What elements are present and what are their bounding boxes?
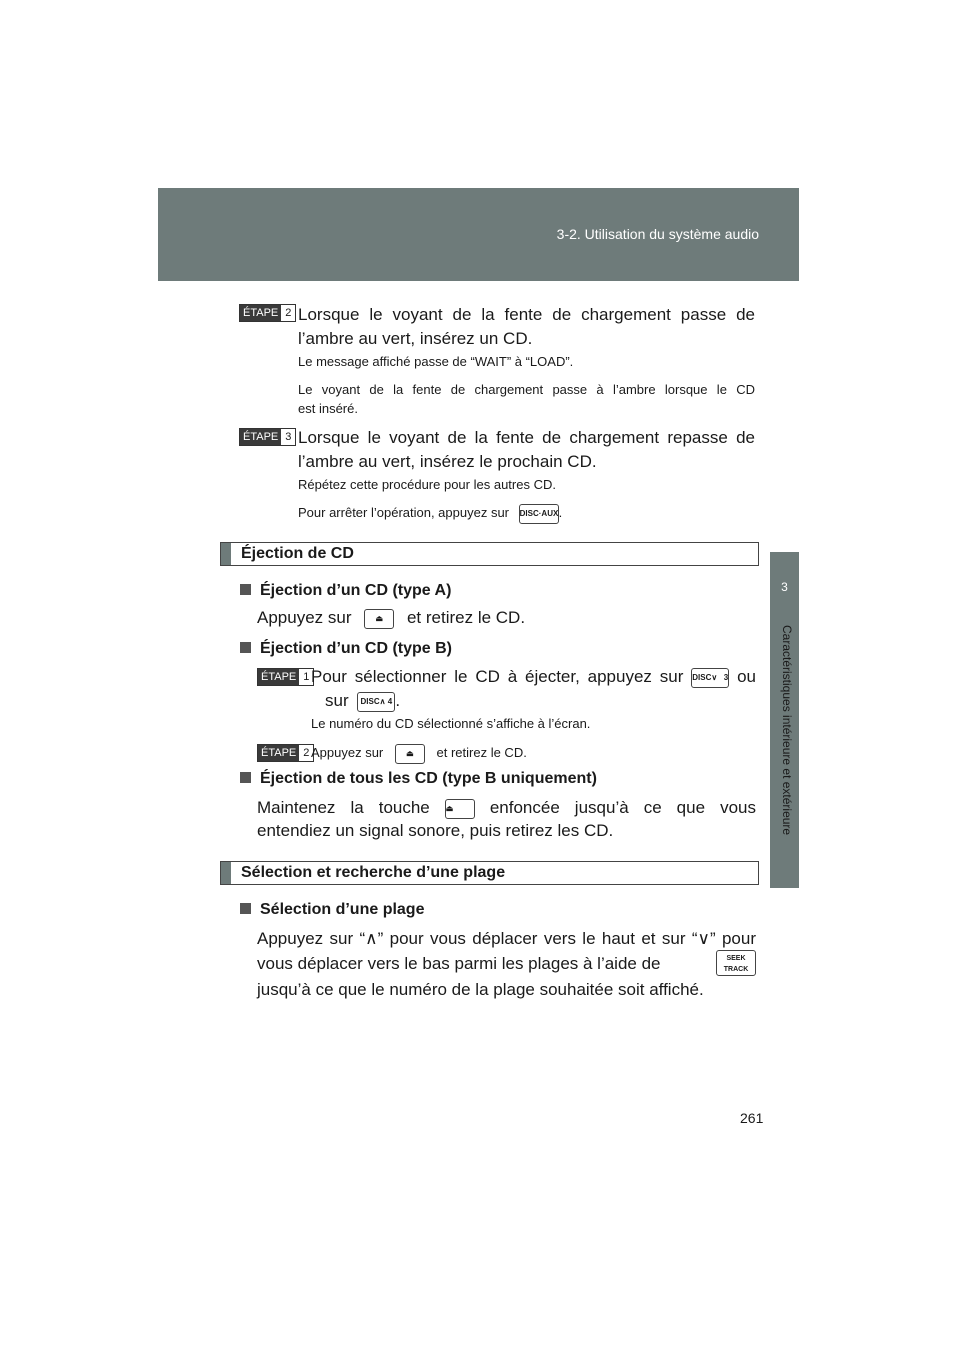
type-a-text [257, 606, 525, 629]
text-before: Appuyez sur [311, 745, 384, 760]
text-after: et retirez le CD. [436, 745, 527, 760]
all-cd-heading [240, 770, 597, 788]
text-before: sur [325, 691, 349, 710]
etape-label: ÉTAPE [258, 745, 299, 761]
etape-number: 2 [303, 747, 310, 759]
track-line2 [257, 952, 756, 975]
step-3-badge [239, 428, 296, 446]
step-2-badge [239, 304, 296, 322]
step-2-note1: Le message affiché passe de “WAIT” à “LOAD”. [298, 354, 574, 369]
section-ejection-header [220, 542, 759, 566]
heading-text: Éjection d’un CD (type B) [260, 640, 452, 657]
note-text: Pour arrêter l’opération, appuyez sur [298, 505, 510, 520]
etape-label: ÉTAPE [240, 305, 281, 321]
etape-label: ÉTAPE [258, 669, 299, 685]
type-a-heading [240, 582, 451, 600]
type-b-step-2-badge [257, 744, 314, 762]
text-after: et retirez le CD. [406, 608, 526, 627]
type-b-step-2-text [311, 743, 527, 764]
heading-text: Éjection de tous les CD (type B uniquement) [260, 770, 597, 787]
text-before: Maintenez la touche [257, 798, 430, 817]
step-3-line2: l’ambre au vert, insérez le prochain CD. [298, 452, 597, 471]
step-3-line1: Lorsque le voyant de la fente de chargement repasse de [298, 428, 755, 447]
section-title: 3-2. Utilisation du système audio [556, 226, 759, 242]
type-b-heading [240, 640, 452, 658]
disc-up-button[interactable]: DISC∧ 4 [357, 692, 395, 712]
etape-number: 2 [285, 307, 292, 319]
section-track-header [220, 861, 759, 885]
section-title-text: Sélection et recherche d’une plage [241, 864, 506, 881]
type-b-step-1-note: Le numéro du CD sélectionné s’affiche à l’écran. [311, 716, 591, 731]
step-2-line1: Lorsque le voyant de la fente de chargement passe de [298, 305, 755, 324]
text-before: Appuyez sur [257, 608, 352, 627]
text-after: . [395, 691, 401, 710]
etape-number: 3 [285, 431, 292, 443]
heading-text: Sélection d’une plage [260, 901, 425, 918]
type-b-step-1-line1 [311, 665, 756, 688]
page-number: 261 [740, 1110, 764, 1126]
section-bar [221, 543, 231, 565]
square-bullet-icon [240, 772, 251, 783]
square-bullet-icon [240, 584, 251, 595]
etape-number: 1 [303, 671, 310, 683]
chapter-number: 3 [781, 580, 788, 594]
header-band [158, 188, 799, 281]
all-cd-line2: entendiez un signal sonore, puis retirez les CD. [257, 821, 614, 840]
eject-button[interactable]: ⏏ [395, 744, 425, 764]
text-after: ou [737, 667, 756, 686]
note-text-end: . [558, 505, 563, 520]
seek-track-button[interactable]: SEEK TRACK [716, 950, 756, 976]
square-bullet-icon [240, 642, 251, 653]
track-line1: Appuyez sur “∧” pour vous déplacer vers le haut et sur “∨” pour [257, 929, 756, 948]
square-bullet-icon [240, 903, 251, 914]
section-title-text: Éjection de CD [241, 545, 354, 562]
section-bar [221, 862, 231, 884]
track-heading [240, 901, 424, 919]
step-3-note1: Répétez cette procédure pour les autres CD. [298, 477, 556, 492]
type-b-step-1-badge [257, 668, 314, 686]
step-3-note2 [298, 503, 562, 524]
etape-label: ÉTAPE [240, 429, 281, 445]
step-2-note2b: est inséré. [298, 401, 358, 416]
text-before: vous déplacer vers le bas parmi les plages à l’aide de [257, 954, 661, 973]
track-line3: jusqu’à ce que le numéro de la plage souhaitée soit affiché. [257, 980, 704, 999]
chapter-label-text: Caractéristiques intérieure et extérieure [780, 625, 794, 836]
step-2-note2: Le voyant de la fente de chargement passe à l’ambre lorsque le CD [298, 382, 755, 397]
disc-down-button[interactable]: DISC∨ 3 [691, 668, 729, 688]
eject-button[interactable]: ⏏ [445, 799, 475, 819]
heading-text: Éjection d’un CD (type A) [260, 582, 452, 599]
text-before: Pour sélectionner le CD à éjecter, appuyez sur [311, 667, 684, 686]
all-cd-line1 [257, 796, 756, 819]
type-b-step-1-line2 [325, 689, 400, 712]
disc-aux-button[interactable]: DISC·AUX [519, 504, 559, 524]
eject-button[interactable]: ⏏ [364, 609, 394, 629]
step-2-line2: l’ambre au vert, insérez un CD. [298, 329, 533, 348]
chapter-label [780, 625, 796, 885]
text-after: enfoncée jusqu’à ce que vous [489, 798, 756, 817]
